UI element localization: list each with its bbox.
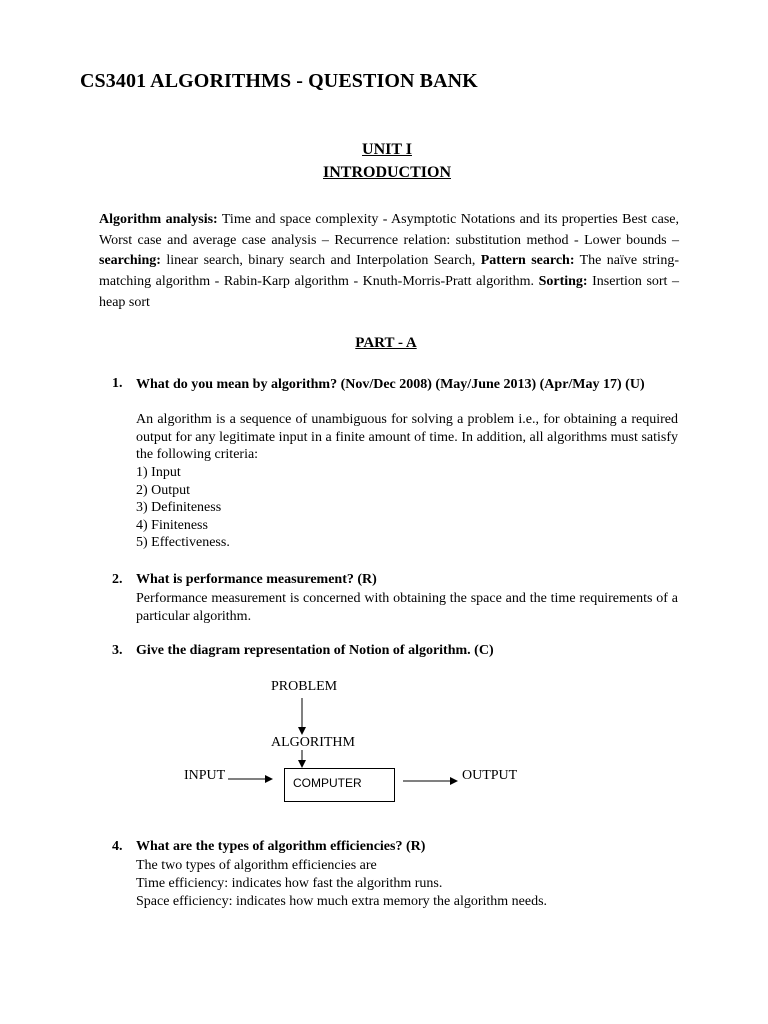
diagram-input-label: INPUT [184,768,226,783]
question-number: 3. [112,643,123,658]
question-number: 1. [112,376,123,391]
criteria-item: 1) Input [136,465,181,480]
answer-line: Time efficiency: indicates how fast the algorithm runs. [136,876,443,891]
part-heading: PART - A [355,335,417,351]
unit-heading: UNIT I [362,141,412,158]
syllabus-topic-label: searching: [99,253,161,269]
criteria-item: 5) Effectiveness. [136,535,230,550]
syllabus-topic-label: Sorting: [538,274,588,290]
criteria-item: 4) Finiteness [136,517,208,533]
question-number: 2. [112,572,123,587]
criteria-item: 3) Definiteness [136,500,222,515]
syllabus-text: linear search, binary search and Interpolation Search, [160,253,481,269]
question-text: What is performance measurement? (R) [136,572,377,587]
syllabus-topic-label: Pattern search: [480,253,575,269]
answer-line: The two types of algorithm efficiencies are [136,858,377,873]
syllabus-text: Insertion sort – heap sort [99,274,679,310]
diagram-output-label: OUTPUT [462,768,518,783]
question-number: 4. [112,839,123,854]
document-title: CS3401 ALGORITHMS - QUESTION BANK [80,70,478,92]
answer-text: Performance measurement is concerned with obtaining the space and the time requirements of a particular algorithm. [136,591,678,624]
answer-line: Space efficiency: indicates how much extra memory the algorithm needs. [136,894,548,909]
question-text: What do you mean by algorithm? (Nov/Dec 2008) (May/June 2013) (Apr/May 17) (U) [136,377,645,392]
unit-subtitle: INTRODUCTION [322,164,451,181]
question-text: What are the types of algorithm efficiencies? (R) [136,839,426,854]
diagram-computer-label: COMPUTER [293,776,362,790]
answer-text: An algorithm is a sequence of unambiguous for solving a problem i.e., for obtaining a required output for any legitimate input in a finite amount of time. In addition, all algorithms must satisfy the following criteria: [136,412,678,462]
diagram-problem-label: PROBLEM [271,679,338,694]
diagram-algorithm-label: ALGORITHM [271,735,355,750]
criteria-item: 2) Output [136,482,191,498]
syllabus-text: The naïve string- matching algorithm - Rabin-Karp algorithm - Knuth-Morris-Pratt algorithm. [99,253,679,290]
syllabus-topic-label: Algorithm analysis: [99,212,218,227]
question-text: Give the diagram representation of Notion of algorithm. (C) [136,643,494,658]
syllabus-text: Time and space complexity - Asymptotic Notations and its properties Best case, Worst case and average case analysis – Recurrence relation: substitution method - Lower bounds – [99,212,680,248]
